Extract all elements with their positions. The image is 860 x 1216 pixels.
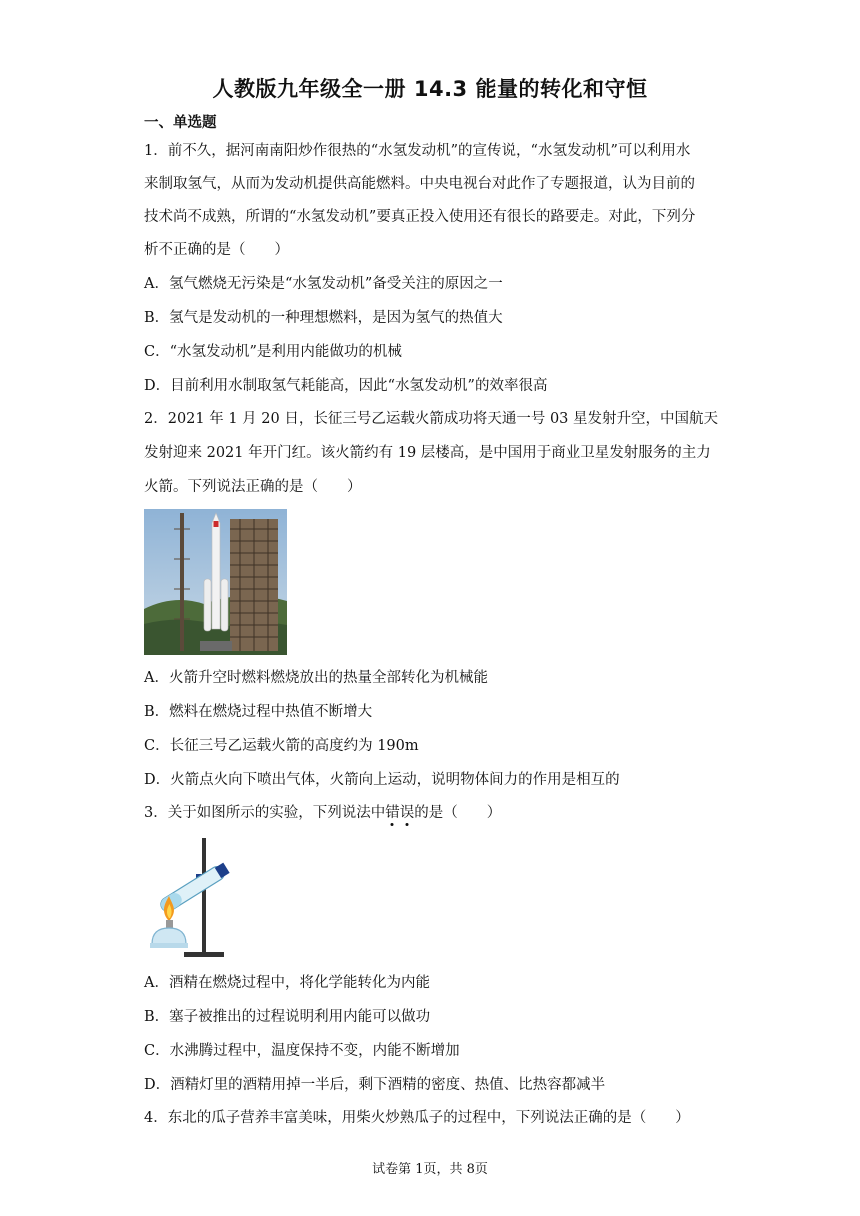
q1-option-b: B．氢气是发动机的一种理想燃料，是因为氢气的热值大 (144, 310, 503, 326)
q2-stem-line-1: 2．2021 年 1 月 20 日，长征三号乙运载火箭成功将天通一号 03 星发射升空，中国航天 (144, 411, 719, 427)
q1-option-a: A．氢气燃烧无污染是“水氢发动机”备受关注的原因之一 (144, 276, 503, 292)
question-4-stem: 4．东北的瓜子营养丰富美味，用柴火炒熟瓜子的过程中，下列说法正确的是（ ） (144, 1110, 690, 1126)
q2-stem-line-2: 发射迎来 2021 年开门红。该火箭约有 19 层楼高，是中国用于商业卫星发射服务的主力 (144, 445, 711, 461)
q1-option-c: C．“水氢发动机”是利用内能做功的机械 (144, 344, 402, 360)
q1-stem-line-1: 1．前不久，据河南南阳炒作很热的“水氢发动机”的宣传说，“水氢发动机”可以利用水 (144, 143, 691, 159)
section-header: 一、单选题 (144, 115, 217, 131)
q3-stem (144, 803, 501, 823)
q2-option-d: D．火箭点火向下喷出气体，火箭向上运动，说明物体间力的作用是相互的 (144, 772, 620, 788)
q3-stem-emphasis-1: 错 (385, 805, 400, 821)
q3-stem-before: 3．关于如图所示的实验，下列说法中 (144, 805, 386, 821)
page-title: 人教版九年级全一册 14.3 能量的转化和守恒 (212, 77, 648, 101)
q1-stem-line-3: 技术尚不成熟，所谓的“水氢发动机”要真正投入使用还有很长的路要走。对此，下列分 (144, 209, 696, 225)
q1-option-d: D．目前利用水制取氢气耗能高，因此“水氢发动机”的效率很高 (144, 378, 548, 394)
q3-stem-emphasis-2: 误 (399, 805, 415, 821)
q3-option-b: B．塞子被推出的过程说明利用内能可以做功 (144, 1009, 431, 1025)
q1-stem-line-4: 析不正确的是（ ） (144, 242, 289, 258)
q2-option-b: B．燃料在燃烧过程中热值不断增大 (144, 704, 373, 720)
alcohol-lamp-test-tube-diagram (144, 836, 236, 960)
q3-stem-after: 的是（ ） (414, 805, 502, 821)
page-footer: 试卷第 1页，共 8页 (372, 1162, 488, 1177)
q3-option-d: D．酒精灯里的酒精用掉一半后，剩下酒精的密度、热值、比热容都减半 (144, 1077, 606, 1093)
q2-stem-line-3: 火箭。下列说法正确的是（ ） (144, 479, 362, 495)
rocket-launch-photo (144, 509, 287, 655)
q3-option-a: A．酒精在燃烧过程中，将化学能转化为内能 (144, 975, 430, 991)
q2-option-c: C．长征三号乙运载火箭的高度约为 190m (144, 738, 419, 754)
q2-option-a: A．火箭升空时燃料燃烧放出的热量全部转化为机械能 (144, 670, 488, 686)
q3-option-c: C．水沸腾过程中，温度保持不变，内能不断增加 (144, 1043, 460, 1059)
q1-stem-line-2: 来制取氢气，从而为发动机提供高能燃料。中央电视台对此作了专题报道，认为目前的 (144, 176, 695, 192)
